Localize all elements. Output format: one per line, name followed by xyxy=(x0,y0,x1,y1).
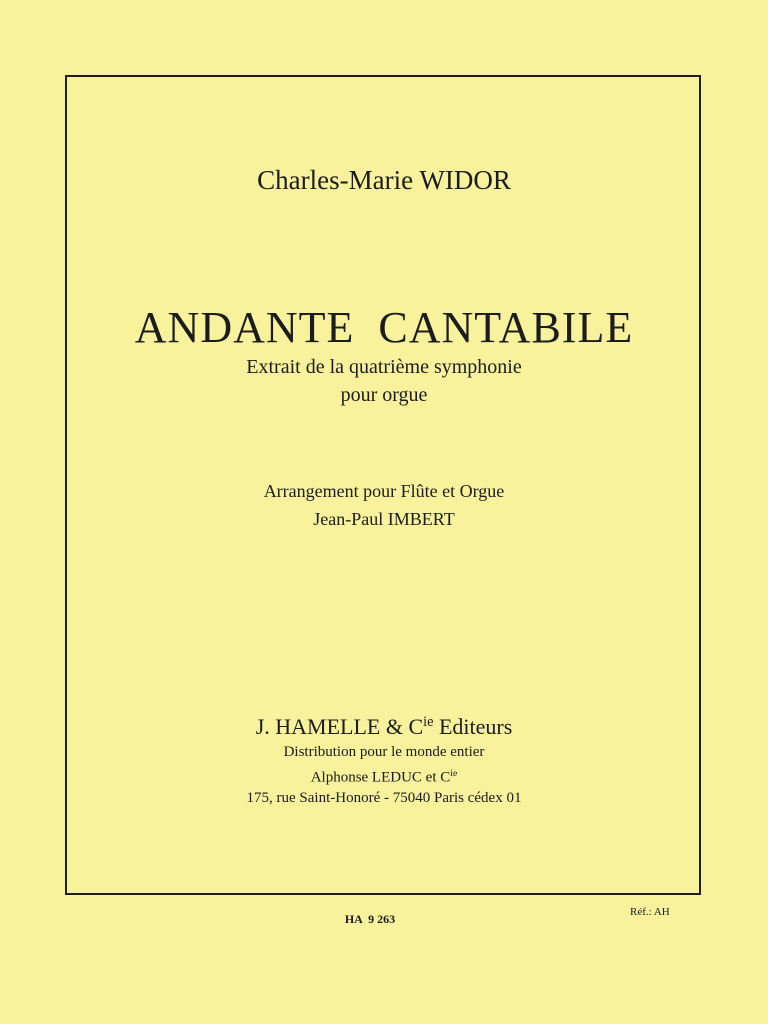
subtitle-line-1: Extrait de la quatrième symphonie xyxy=(246,356,522,378)
distributor-name xyxy=(0,768,768,786)
reference-code: Réf.: AH xyxy=(630,906,670,918)
distributor-superscript: ie xyxy=(450,768,458,779)
publisher-address: 175, rue Saint-Honoré - 75040 Paris cédex 01 xyxy=(246,790,522,806)
publisher-suffix: Editeurs xyxy=(433,714,513,739)
publisher-name xyxy=(0,714,768,740)
publisher-superscript: ie xyxy=(423,714,434,731)
arrangement-description: Arrangement pour Flûte et Orgue xyxy=(263,481,505,501)
arranger-name: Jean-Paul IMBERT xyxy=(313,509,455,529)
distributor-prefix: Alphonse LEDUC et C xyxy=(310,769,451,786)
subtitle-line-2: pour orgue xyxy=(340,384,428,406)
distribution-note: Distribution pour le monde entier xyxy=(283,744,485,760)
composer-name: Charles-Marie WIDOR xyxy=(257,165,511,195)
work-title: ANDANTE CANTABILE xyxy=(134,303,634,352)
catalog-number: HA 9 263 xyxy=(344,912,396,926)
publisher-prefix: J. HAMELLE & C xyxy=(255,714,424,739)
